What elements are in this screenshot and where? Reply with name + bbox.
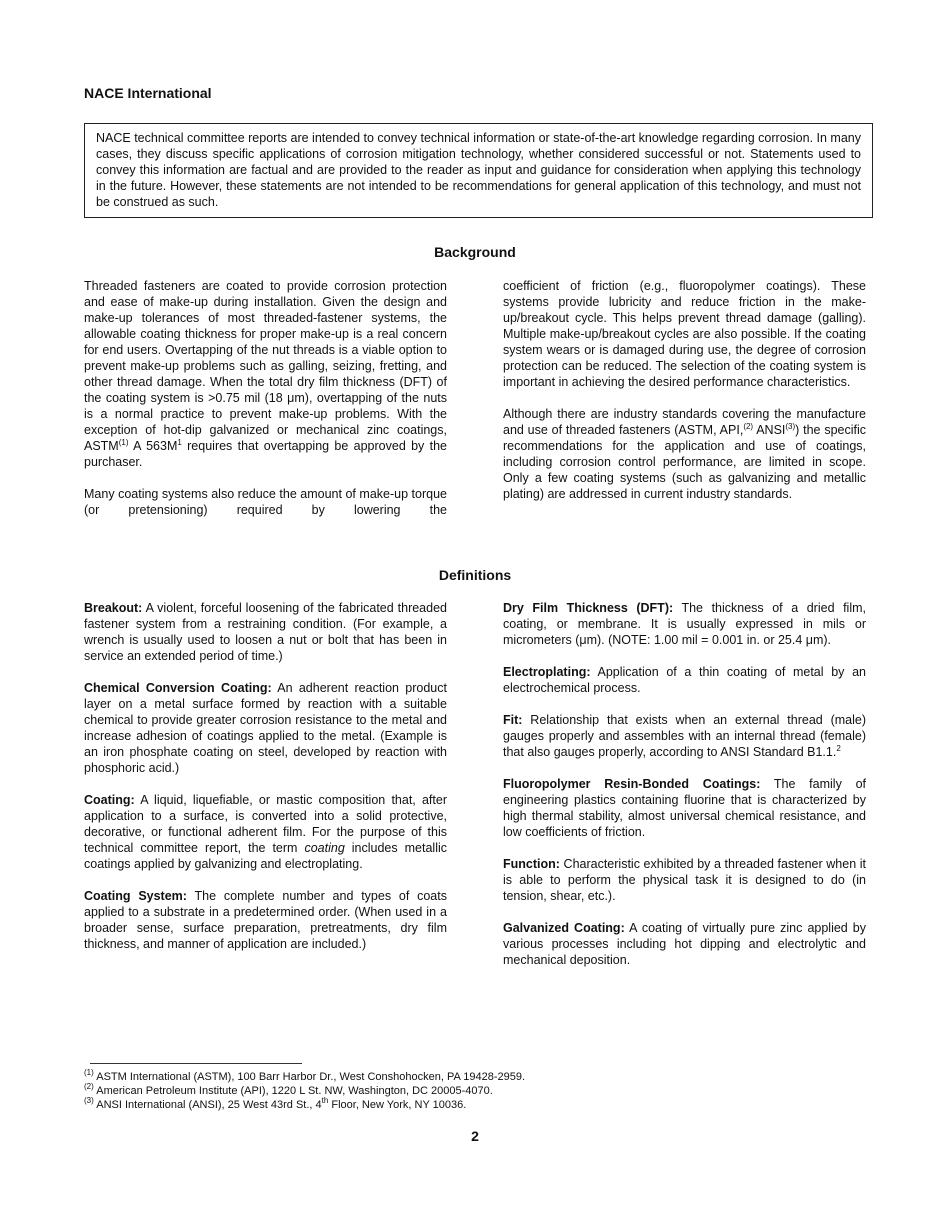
definition-coating: Coating: A liquid, liquefiable, or mastic composition that, after application to a surface, is converted into a solid protective, decorative, or functional adherent film. For the purpose of this technical committee report, the term coating includes metallic coatings applied by galvanizing and electroplating. bbox=[84, 793, 447, 871]
footnote-2: $^{(2)}$ American Petroleum Institute (API), 1220 L St. NW, Washington, DC 20005-4070. bbox=[84, 1082, 493, 1097]
footnote-ref-2: (2) bbox=[743, 422, 754, 431]
definition-galvanized-coating: Galvanized Coating: A coating of virtually pure zinc applied by various processes including hot dipping and electrolytic and mechanical deposition. bbox=[503, 921, 867, 967]
definitions-right-column bbox=[503, 600, 866, 968]
background-left-column bbox=[84, 278, 447, 518]
definition-breakout: Breakout: A violent, forceful loosening of the fabricated threaded fastener system from a restraining condition. (For example, a wrench is usually used to loosen a nut or bolt that has been in service an extended period of time.) bbox=[84, 601, 447, 663]
background-right-column bbox=[503, 278, 866, 502]
footnote-ref-1: (1) bbox=[118, 438, 129, 447]
disclaimer-notice-box: NACE technical committee reports are intended to convey technical information or state-of-the-art knowledge regarding corrosion. In many cases, they discuss specific applications of corrosion mitigation technology, whether considered successful or not. Statements used to convey this information are factual and are provided to the reader as input and guidance for consideration when applying this technology in the future. However, these statements are not intended to be recommendations for general application of this technology, and must not be construed as such. bbox=[84, 123, 873, 218]
definition-electroplating: Electroplating: Application of a thin coating of metal by an electrochemical process. bbox=[503, 665, 866, 695]
definition-coating-system: Coating System: The complete number and types of coats applied to a substrate in a predetermined order. (When used in a broader sense, surface preparation, pretreatments, dry film thickness, and manner of application are included.) bbox=[84, 889, 447, 951]
organization-header: NACE International bbox=[84, 85, 212, 101]
background-paragraph-2: Many coating systems also reduce the amount of make-up torque (or pretensioning) required by lowering the bbox=[84, 487, 447, 517]
background-paragraph-1: Threaded fasteners are coated to provide corrosion protection and ease of make-up during installation. Given the design and make-up tolerances of most threaded-fastener systems, the allowable coating thickness for proper make-up is a real concern for end users. Overtapping of the nut threads is a viable option to prevent make-up problems such as galling, seizing, fretting, and other thread damage. When the total dry film thickness (DFT) of the coating system is >0.75 mil (18 μm), overtapping of the nuts is a normal practice to prevent make-up problems. With the exception of hot-dip galvanized or mechanical zinc coatings, ASTM$^{(1)}$ A $563M^1$ requires that overtapping be approved by the purchaser. bbox=[84, 279, 447, 469]
background-paragraph-2-continued: coefficient of friction (e.g., fluoropolymer coatings). These systems provide lubricity and reduce friction in the make-up/breakout cycle. This helps prevent thread damage (galling). Multiple make-up/breakout cycles are also possible. If the coating system wears or is damaged during use, the degree of corrosion protection can be reduced. The selection of the coating system is important in achieving the desired performance characteristics. bbox=[503, 279, 866, 389]
footnotes bbox=[84, 1070, 864, 1112]
definition-fit: Fit: Relationship that exists when an external thread (male) gauges properly and assembles with an internal thread (female) that also gauges properly, according to ANSI Standard B1.1.$^2$ bbox=[503, 713, 866, 759]
footnote-1: $^{(1)}$ ASTM International (ASTM), 100 Barr Harbor Dr., West Conshohocken, PA 19428-2959. bbox=[84, 1068, 526, 1083]
definitions-heading: Definitions bbox=[438, 567, 512, 583]
definition-chemical-conversion-coating: Chemical Conversion Coating: An adherent reaction product layer on a metal surface formed by reaction with a suitable chemical to provide greater corrosion resistance to the metal and increase adhesion of coatings applied to the metal. (Example is an iron phosphate coating on steel, developed by reaction with phosphoric acid.) bbox=[84, 681, 447, 775]
background-heading: Background bbox=[434, 244, 516, 260]
reference-1: 1 bbox=[177, 438, 182, 447]
page-number: 2 bbox=[471, 1128, 479, 1144]
background-paragraph-3: Although there are industry standards covering the manufacture and use of threaded fasteners (ASTM, API,$^{(2)}$ ANSI$^{(3)}$) the specific recommendations for the application and use of coatings, including corrosion control performance, are limited in scope. Only a few coating systems (such as galvanizing and metallic plating) are addressed in current industry standards. bbox=[503, 407, 866, 501]
footnote-3: $^{(3)}$ ANSI International (ANSI), 25 West 43rd St., 4th Floor, New York, NY 10036. bbox=[84, 1096, 467, 1111]
reference-2: 2 bbox=[836, 744, 841, 753]
definition-fluoropolymer-coatings: Fluoropolymer Resin-Bonded Coatings: The family of engineering plastics containing fluorine that is characterized by high thermal stability, almost universal chemical resistance, and low coefficients of friction. bbox=[503, 777, 866, 839]
footnote-ref-3: (3) bbox=[785, 422, 796, 431]
definitions-left-column bbox=[84, 600, 447, 952]
footnote-divider bbox=[90, 1063, 302, 1064]
definition-dry-film-thickness: Dry Film Thickness (DFT): The thickness of a dried film, coating, or membrane. It is usually expressed in mils or micrometers (μm). (NOTE: 1.00 mil = 0.001 in. or 25.4 μm). bbox=[503, 601, 866, 647]
definition-function: Function: Characteristic exhibited by a threaded fastener when it is able to perform the physical task it is designed to do (in tension, shear, etc.). bbox=[503, 857, 866, 903]
